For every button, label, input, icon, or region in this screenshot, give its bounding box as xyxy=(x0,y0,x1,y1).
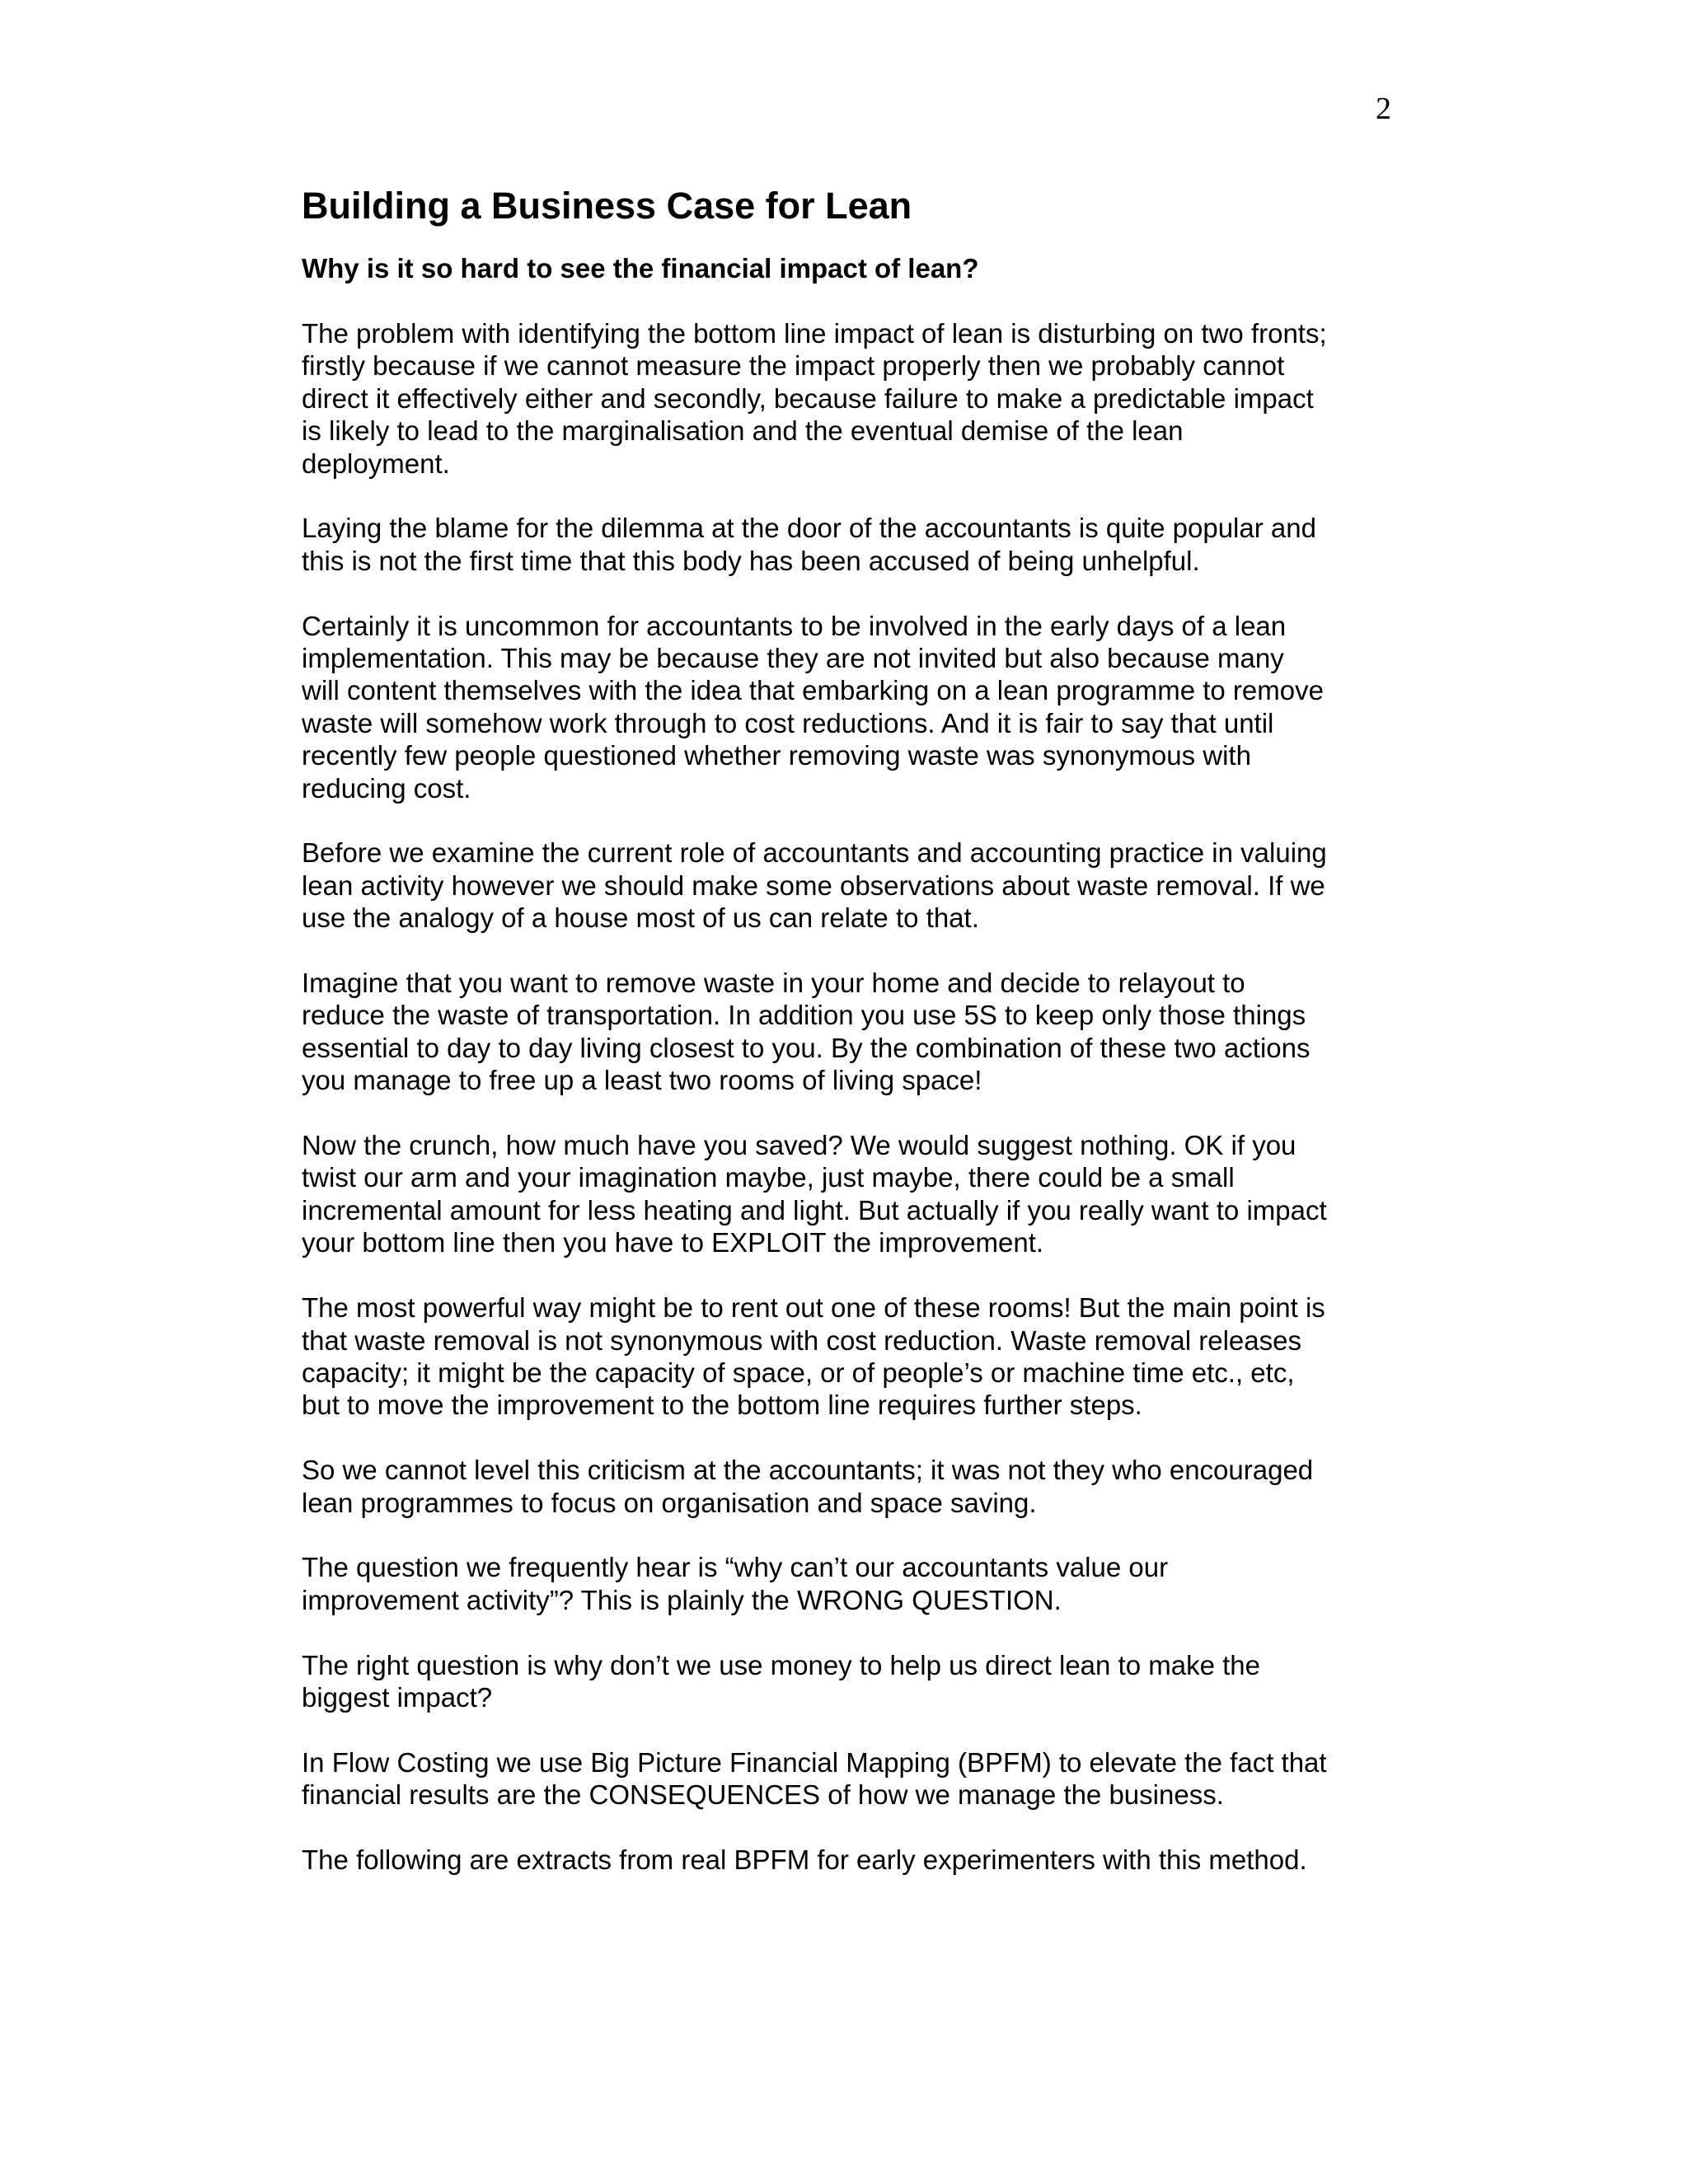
body-paragraph xyxy=(302,1454,1401,1519)
text-line: firstly because if we cannot measure the impact properly then we probably cannot xyxy=(302,350,1285,382)
text-line: that waste removal is not synonymous with cost reduction. Waste removal releases xyxy=(302,1324,1301,1356)
body-paragraph xyxy=(302,1649,1401,1714)
text-line: incremental amount for less heating and light. But actually if you really want to impact xyxy=(302,1194,1327,1226)
text-line: Imagine that you want to remove waste in your home and decide to relayout to xyxy=(302,968,1245,999)
text-line: financial results are the CONSEQUENCES of how we manage the business. xyxy=(302,1779,1224,1811)
text-line: improvement activity”? This is plainly the WRONG QUESTION. xyxy=(302,1584,1062,1615)
document-title: Building a Business Case for Lean xyxy=(302,185,912,227)
text-line: your bottom line then you have to EXPLOIT the improvement. xyxy=(302,1227,1044,1258)
text-line: In Flow Costing we use Big Picture Financial Mapping (BPFM) to elevate the fact that xyxy=(302,1746,1327,1778)
section-heading: Why is it so hard to see the financial impact of lean? xyxy=(302,253,979,284)
body-paragraph xyxy=(302,317,1401,480)
text-line: essential to day to day living closest to you. By the combination of these two actions xyxy=(302,1032,1311,1063)
text-line: The question we frequently hear is “why can’t our accountants value our xyxy=(302,1552,1169,1583)
body-paragraph xyxy=(302,1129,1401,1259)
text-line: The following are extracts from real BPFM for early experimenters with this method. xyxy=(302,1844,1307,1875)
text-line: but to move the improvement to the bottom line requires further steps. xyxy=(302,1390,1142,1421)
text-line: this is not the first time that this body has been accused of being unhelpful. xyxy=(302,545,1200,576)
text-line: Before we examine the current role of accountants and accounting practice in valuing xyxy=(302,837,1327,869)
text-line: deployment. xyxy=(302,448,450,479)
text-line: recently few people questioned whether removing waste was synonymous with xyxy=(302,740,1251,771)
text-line: lean programmes to focus on organisation and space saving. xyxy=(302,1487,1037,1518)
text-line: use the analogy of a house most of us can relate to that. xyxy=(302,902,979,934)
text-line: twist our arm and your imagination maybe, just maybe, there could be a small xyxy=(302,1162,1235,1193)
text-line: reduce the waste of transportation. In addition you use 5S to keep only those things xyxy=(302,1000,1306,1031)
text-line: you manage to free up a least two rooms of living space! xyxy=(302,1065,982,1096)
body-paragraph xyxy=(302,1844,1401,1876)
text-line: Laying the blame for the dilemma at the door of the accountants is quite popular and xyxy=(302,513,1316,544)
text-line: implementation. This may be because they are not invited but also because many xyxy=(302,643,1284,674)
text-line: will content themselves with the idea that embarking on a lean programme to remove xyxy=(302,675,1324,706)
text-line: The right question is why don’t we use money to help us direct lean to make the xyxy=(302,1649,1260,1680)
text-line: lean activity however we should make some observations about waste removal. If we xyxy=(302,869,1325,901)
text-line: capacity; it might be the capacity of space, or of people’s or machine time etc., etc, xyxy=(302,1357,1295,1388)
page-number: 2 xyxy=(1376,91,1391,126)
text-line: So we cannot level this criticism at the accountants; it was not they who encouraged xyxy=(302,1455,1314,1486)
body-paragraph xyxy=(302,837,1401,934)
text-line: Certainly it is uncommon for accountants to be involved in the early days of a lean xyxy=(302,610,1287,641)
text-line: waste will somehow work through to cost reductions. And it is fair to say that until xyxy=(302,707,1274,738)
body-paragraph xyxy=(302,512,1401,577)
text-line: direct it effectively either and secondly, because failure to make a predictable impact xyxy=(302,382,1314,414)
text-line: Now the crunch, how much have you saved? We would suggest nothing. OK if you xyxy=(302,1130,1296,1161)
text-line: biggest impact? xyxy=(302,1681,493,1713)
document-body xyxy=(302,183,1401,1909)
text-line: reducing cost. xyxy=(302,772,471,804)
body-paragraph xyxy=(302,1291,1401,1422)
paragraph-list xyxy=(302,317,1401,1876)
body-paragraph xyxy=(302,967,1401,1097)
body-paragraph xyxy=(302,1746,1401,1811)
text-line: is likely to lead to the marginalisation and the eventual demise of the lean xyxy=(302,415,1184,447)
text-line: The most powerful way might be to rent out one of these rooms! But the main point is xyxy=(302,1292,1325,1324)
body-paragraph xyxy=(302,1551,1401,1616)
text-line: The problem with identifying the bottom line impact of lean is disturbing on two fronts; xyxy=(302,318,1327,349)
body-paragraph xyxy=(302,610,1401,804)
